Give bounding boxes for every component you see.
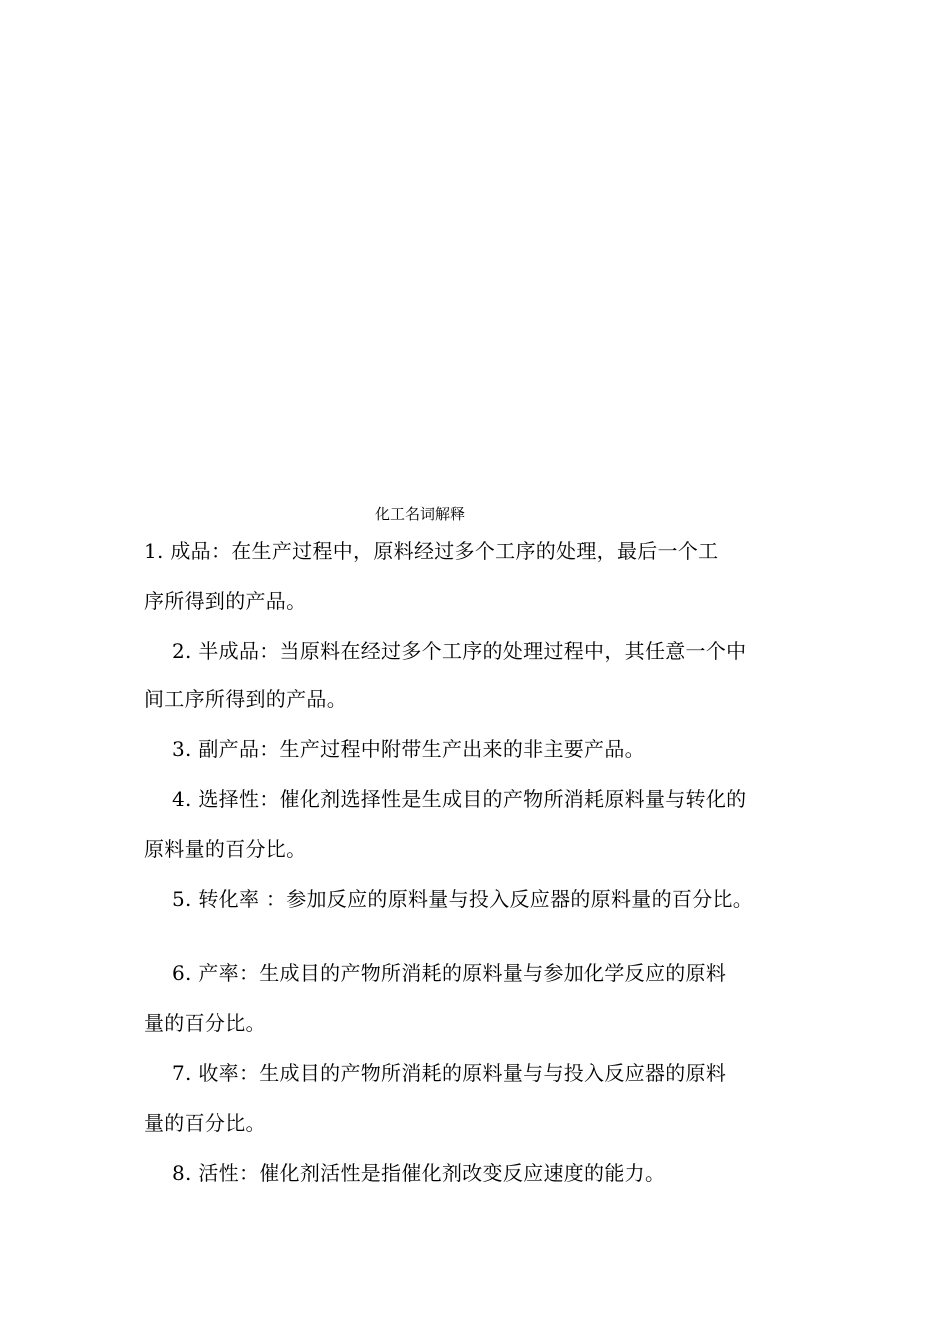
term-1-line-2: 序所得到的产品。 (144, 589, 307, 613)
term-7-line-1: 7. 收率：生成目的产物所消耗的原料量与与投入反应器的原料 (172, 1061, 727, 1085)
term-2-line-1: 2. 半成品：当原料在经过多个工序的处理过程中，其任意一个中 (172, 639, 747, 663)
document-title: 化工名词解释 (374, 505, 465, 523)
term-8-line-1: 8. 活性：催化剂活性是指催化剂改变反应速度的能力。 (172, 1161, 666, 1185)
term-6-line-2: 量的百分比。 (144, 1011, 266, 1035)
term-4-line-2: 原料量的百分比。 (144, 837, 307, 861)
term-7-line-2: 量的百分比。 (144, 1111, 266, 1135)
term-1-line-1: 1. 成品：在生产过程中，原料经过多个工序的处理，最后一个工 (144, 539, 719, 563)
term-5-line-1: 5. 转化率 ：参加反应的原料量与投入反应器的原料量的百分比。 (172, 887, 754, 911)
term-2-line-2: 间工序所得到的产品。 (144, 687, 347, 711)
term-4-line-1: 4. 选择性：催化剂选择性是生成目的产物所消耗原料量与转化的 (172, 787, 747, 811)
term-3-line-1: 3. 副产品：生产过程中附带生产出来的非主要产品。 (172, 737, 645, 761)
term-6-line-1: 6. 产率：生成目的产物所消耗的原料量与参加化学反应的原料 (172, 961, 727, 985)
